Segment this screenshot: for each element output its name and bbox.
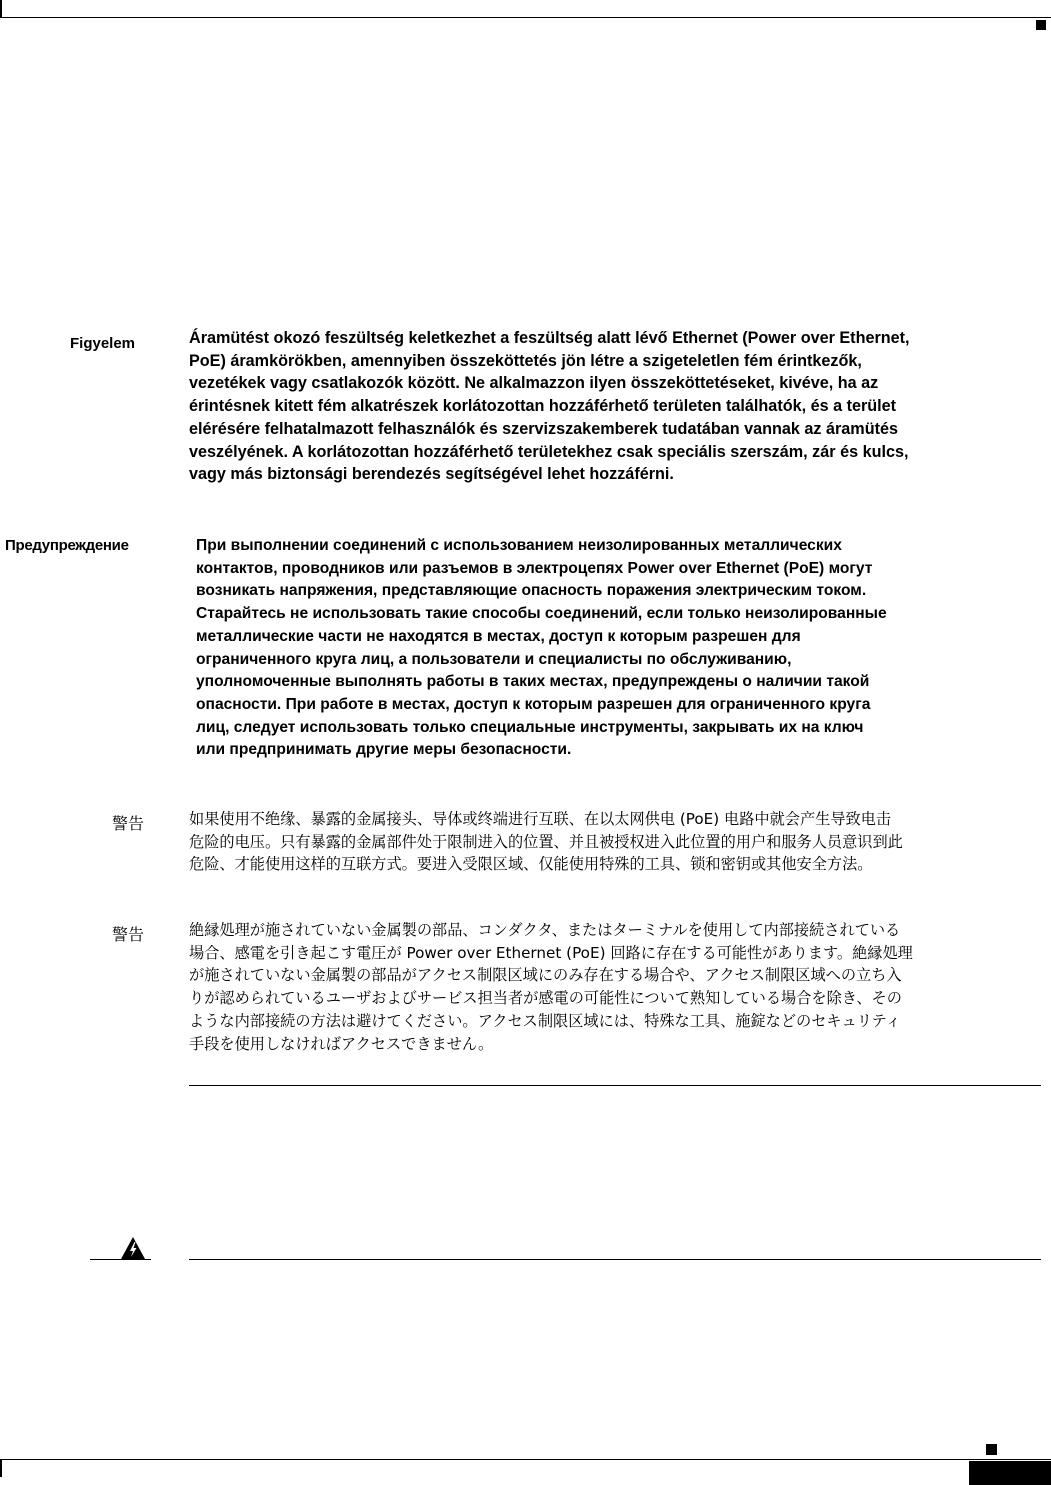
text-line: 手段を使用しなければアクセスできません。 [189,1034,494,1053]
warning-text-russian [196,535,887,762]
text-line: уполномоченные выполнять работы в таких местах, предупреждены о наличии такой [196,673,870,691]
text-line: ограниченного круга лиц, а пользователи и специалисты по обслуживанию, [196,650,792,668]
text-line: vagy más biztonsági berendezés segítségével lehet hozzáférni. [189,465,674,484]
text-line: 危险、才能使用这样的互联方式。要进入受限区域、仅能使用特殊的工具、锁和密钥或其他安全方法。 [189,855,873,874]
warning-label-russian: Предупреждение [5,537,129,554]
text-line: Áramütést okozó feszültség keletkezhet a feszültség alatt lévő Ethernet (Power over Ethernet, [189,329,910,347]
warning-label-japanese: 警告 [112,925,145,944]
warning-icon-underline [90,1259,151,1260]
text-line: が施されていない金属製の部品がアクセス制限区域にのみ存在する場合や、アクセス制限区域への立ち入 [189,966,902,985]
text-line: 絶縁処理が施されていない金属製の部品、コンダクタ、またはターミナルを使用して内部接続されている [189,921,901,939]
text-line: 危险的电压。只有暴露的金属部件处于限制进入的位置、并且被授权进入此位置的用户和服务人员意识到此 [189,832,903,851]
text-line: PoE) áramkörökben, amennyiben összeköttetés jön létre a szigeteletlen fém érintkezők, [189,351,862,370]
text-line: опасности. При работе в местах, доступ к которым разрешен для ограниченного круга [196,695,871,713]
page-number-tab [969,1461,1051,1485]
text-line: лиц, следует использовать только специальные инструменты, закрывать их на ключ [196,718,864,736]
text-line: Старайтесь не использовать такие способы соединений, если только неизолированные [196,605,887,623]
warning-text-hungarian [189,327,910,486]
warning-icon [120,1236,146,1260]
text-line: 場合、感電を引き起こす電圧が Power over Ethernet (PoE) 回路に存在する可能性があります。絶縁処理 [189,943,913,962]
header-rule [0,17,1051,18]
text-line: металлические части не находятся в местах, доступ к которым разрешен для [196,627,801,645]
warning-text-japanese [189,919,913,1055]
text-line: vezetékek vagy csatlakozók között. Ne alkalmazzon ilyen összeköttetéseket, kivéve, ha az [189,374,879,393]
text-line: elérésére felhatalmazott felhasználók és szervizszakemberek tudatában vannak az áramütés [189,419,898,438]
text-line: érintésnek kitett fém alkatrészek korlátozottan hozzáférhető területen találhatók, és a terület [189,397,897,416]
text-line: veszélyének. A korlátozottan hozzáférhető területekhez csak speciális szerszám, zár és kulcs, [189,442,909,461]
text-line: りが認められているユーザおよびサービス担当者が感電の可能性について熟知している場合を除き、その [189,989,902,1008]
text-line: возникать напряжения, представляющие опасность поражения электрическим током. [196,582,867,600]
header-corner-mark [1036,20,1046,30]
footer-left-tick [0,1459,2,1477]
text-line: 如果使用不绝缘、暴露的金属接头、导体或终端进行互联、在以太网供电 (PoE) 电路中就会产生导致电击 [189,810,892,828]
footer-rule [0,1459,1051,1460]
text-line: При выполнении соединений с использованием неизолированных металлических [196,537,842,554]
text-line: ような内部接続の方法は避けてください。アクセス制限区域には、特殊な工具、施錠などのセキュリティ [189,1011,901,1030]
text-line: контактов, проводников или разъемов в электроцепях Power over Ethernet (PoE) могут [196,559,873,577]
warning-label-hungarian: Figyelem [70,335,136,352]
text-line: или предпринимать другие меры безопасности. [196,741,572,759]
warning-heading-rule [189,1259,1041,1260]
footer-corner-mark [986,1444,997,1455]
header-left-tick [0,0,2,18]
section-end-rule [189,1085,1041,1086]
warning-label-chinese: 警告 [112,814,145,833]
warning-text-chinese [189,808,903,876]
